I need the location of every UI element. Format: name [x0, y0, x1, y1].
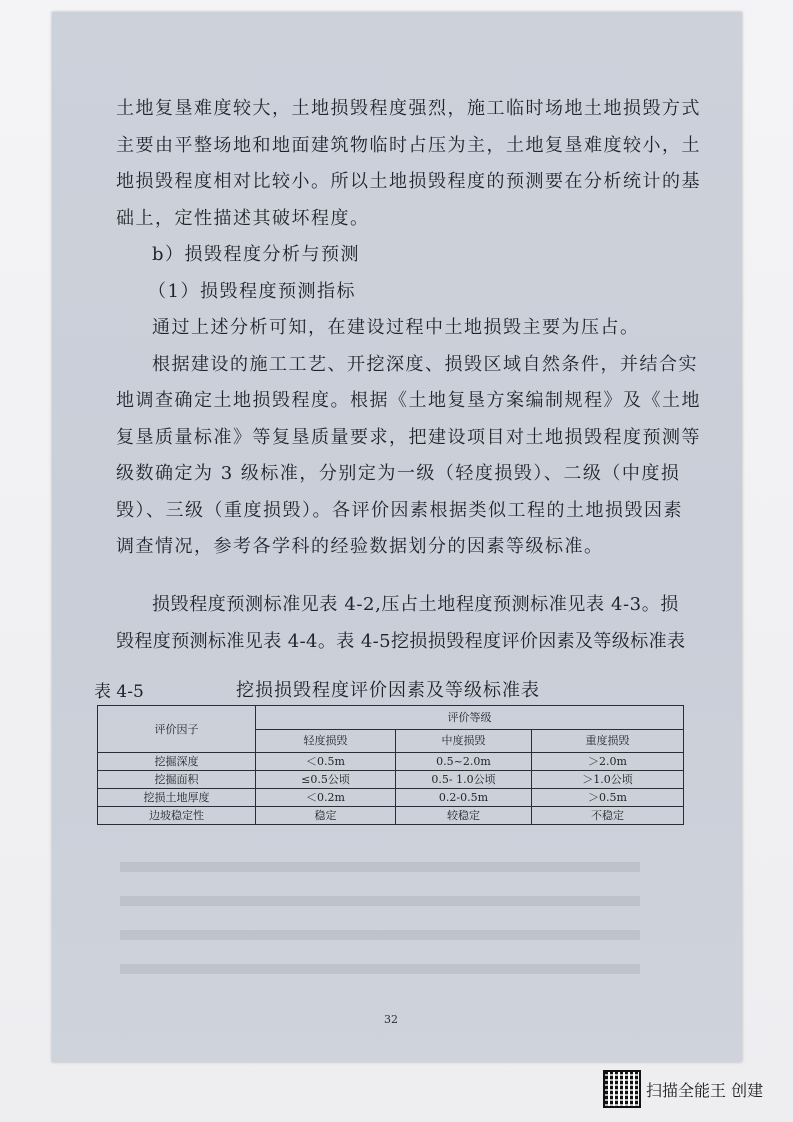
header-medium-damage: 中度损毁: [396, 729, 532, 753]
row-medium: 较稳定: [396, 807, 532, 825]
table-row: [98, 771, 684, 789]
table-caption-title: 挖损损毁程度评价因素及等级标准表: [236, 680, 540, 701]
row-light: ＜0.5m: [256, 753, 396, 771]
row-heavy: ＞2.0m: [532, 753, 684, 771]
row-medium: 0.2-0.5m: [396, 789, 532, 807]
row-heavy: 不稳定: [532, 807, 684, 825]
paragraph-3-line-3: 复垦质量标准》等复垦质量要求，把建设项目对土地损毁程度预测等: [116, 427, 701, 448]
grading-standard-table: [97, 705, 684, 825]
show-through-text: [120, 848, 640, 998]
row-light: 稳定: [256, 807, 396, 825]
row-factor: 挖掘深度: [98, 753, 256, 771]
paragraph-3-line-2: 地调查确定土地损毁程度。根据《土地复垦方案编制规程》及《土地: [116, 390, 701, 411]
row-heavy: ＞1.0公顷: [532, 771, 684, 789]
paragraph-1-line-1: 土地复垦难度较大，土地损毁程度强烈，施工临时场地土地损毁方式: [116, 98, 701, 119]
paragraph-3-line-5: 毁）、三级（重度损毁）。各评价因素根据类似工程的土地损毁因素: [116, 500, 683, 521]
header-light-damage: 轻度损毁: [256, 729, 396, 753]
header-heavy-damage: 重度损毁: [532, 729, 684, 753]
row-factor: 挖掘面积: [98, 771, 256, 789]
heading-b: b）损毁程度分析与预测: [152, 244, 361, 265]
paragraph-3-line-4: 级数确定为 3 级标准，分别定为一级（轻度损毁）、二级（中度损: [116, 463, 681, 484]
paragraph-4-line-2: 毁程度预测标准见表 4-4。表 4-5挖损损毁程度评价因素及等级标准表: [116, 631, 686, 652]
header-factor: 评价因子: [98, 706, 256, 753]
scanner-watermark: 扫描全能王 创建: [646, 1081, 764, 1100]
row-factor: 挖损土地厚度: [98, 789, 256, 807]
paragraph-1-line-4: 础上，定性描述其破坏程度。: [116, 208, 370, 229]
header-grade: 评价等级: [256, 706, 684, 730]
paragraph-3-line-6: 调查情况，参考各学科的经验数据划分的因素等级标准。: [116, 536, 604, 557]
row-factor: 边坡稳定性: [98, 807, 256, 825]
paragraph-4-line-1: 损毁程度预测标准见表 4-2,压占土地程度预测标准见表 4-3。损: [152, 594, 679, 615]
row-light: ≤0.5公顷: [256, 771, 396, 789]
table-row: [98, 807, 684, 825]
table-header-row: [98, 706, 684, 730]
table-caption-number: 表 4-5: [94, 682, 144, 702]
row-medium: 0.5- 1.0公顷: [396, 771, 532, 789]
page-number: 32: [384, 1013, 398, 1026]
table-row: [98, 753, 684, 771]
row-heavy: ＞0.5m: [532, 789, 684, 807]
heading-1: （1）损毁程度预测指标: [148, 281, 356, 302]
paragraph-1-line-2: 主要由平整场地和地面建筑物临时占压为主，土地复垦难度较小，土: [116, 135, 701, 156]
paragraph-2: 通过上述分析可知，在建设过程中土地损毁主要为压占。: [152, 317, 640, 338]
paragraph-1-line-3: 地损毁程度相对比较小。所以土地损毁程度的预测要在分析统计的基: [116, 171, 701, 192]
qr-code-icon: [605, 1072, 639, 1106]
table-row: [98, 789, 684, 807]
row-light: ＜0.2m: [256, 789, 396, 807]
paragraph-3-line-1: 根据建设的施工工艺、开挖深度、损毁区域自然条件，并结合实: [152, 354, 698, 375]
row-medium: 0.5~2.0m: [396, 753, 532, 771]
